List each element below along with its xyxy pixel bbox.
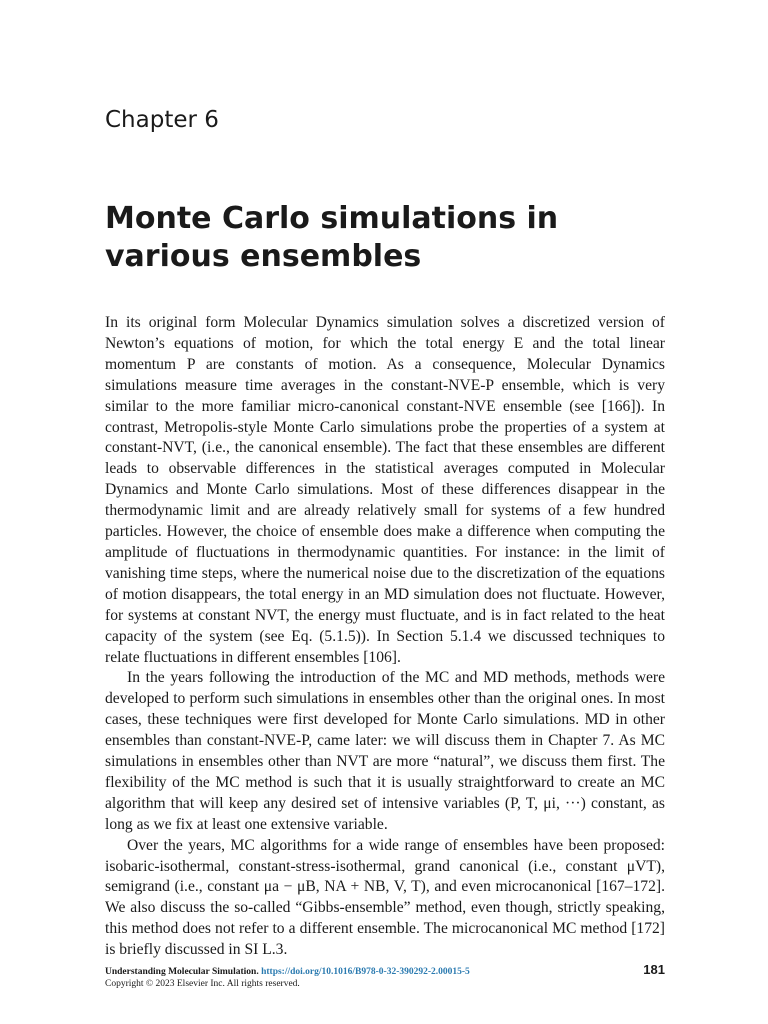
chapter-title-line-2: various ensembles	[105, 239, 422, 274]
chapter-title	[105, 200, 665, 276]
paragraph-3: Over the years, MC algorithms for a wide range of ensembles have been proposed: isobaric-isothermal, constant-stress-isothermal, grand canonical (i.e., constant μVT), semigrand (i.e., constant μa − μB, NA + NB, V, T), and even microcanonical [167–172]. We also discuss the so-called “Gibbs-ensemble” method, even though, strictly speaking, this method does not refer to a different ensemble. The microcanonical MC method [172] is briefly discussed in SI L.3.	[105, 836, 665, 959]
footer-citation-line	[105, 962, 665, 978]
paragraph-1: In its original form Molecular Dynamics simulation solves a discretized version of Newton’s equations of motion, for which the total energy E and the total linear momentum P are constants of motion. As a consequence, Molecular Dynamics simulations measure time averages in the constant-NVE-P ensemble, which is very similar to the more familiar micro-canonical constant-NVE ensemble (see [166]). In contrast, Metropolis-style Monte Carlo simulations probe the properties of a system at constant-NVT, (i.e., the canonical ensemble). The fact that these ensembles are different leads to observable differences in the statistical averages computed in Molecular Dynamics and Monte Carlo simulations. Most of these differences disappear in the thermodynamic limit and are already relatively small for systems of a few hundred particles. However, the choice of ensemble does make a difference when computing the amplitude of fluctuations in thermodynamic quantities. For instance: in the limit of vanishing time steps, where the numerical noise due to the discretization of the equations of motion disappears, the total energy in an MD simulation does not fluctuate. However, for systems at constant NVT, the energy must fluctuate, and is in fact related to the heat capacity of the system (see Eq. (5.1.5)). In Section 5.1.4 we discussed techniques to relate fluctuations in different ensembles [106].	[105, 314, 665, 666]
chapter-title-line-1: Monte Carlo simulations in	[105, 201, 559, 236]
footer-doi-link[interactable]: https://doi.org/10.1016/B978-0-32-390292-2.00015-5	[261, 967, 470, 977]
page-footer	[105, 962, 665, 990]
page-number: 181	[643, 962, 665, 977]
chapter-label: Chapter 6	[105, 107, 219, 133]
footer-copyright: Copyright © 2023 Elsevier Inc. All rights reserved.	[105, 979, 300, 989]
paragraph-2: In the years following the introduction of the MC and MD methods, methods were developed to perform such simulations in ensembles other than the original ones. In most cases, these techniques were first developed for Monte Carlo simulations. MD in other ensembles than constant-NVE-P, came later: we will discuss them in Chapter 7. As MC simulations in ensembles other than NVT are more “natural”, we discuss them first. The flexibility of the MC method is such that it is usually straightforward to create an MC algorithm that will keep any desired set of intensive variables (P, T, μi, ···) constant, as long as we fix at least one extensive variable.	[105, 669, 665, 833]
body-text	[105, 313, 665, 961]
footer-book-title: Understanding Molecular Simulation.	[105, 967, 259, 977]
